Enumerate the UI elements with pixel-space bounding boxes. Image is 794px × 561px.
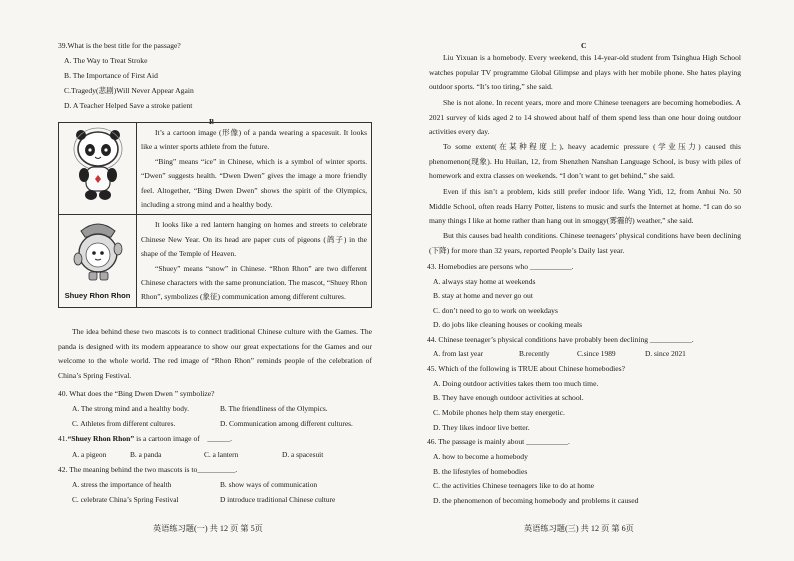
q42-option-d: D introduce traditional Chinese culture — [220, 495, 336, 504]
q42-option-b: B. show ways of communication — [220, 480, 318, 489]
q44-option-c: C.since 1989 — [577, 349, 616, 358]
q40-stem: 40. What does the “Bing Dwen Dwen ” symbolize? — [58, 389, 215, 398]
shuey-paragraph-2: “Shuey” means “snow” in Chinese. “Rhon Rhon” are two different Chinese characters with the same pronunciation. The mascot, “Shuey Rhon Rhon”, symbolizes (象征) communication among different cultures. — [141, 263, 367, 302]
passage-c-paragraph-2: She is not alone. In recent years, more and more Chinese teenagers are becoming homebodies. A 2021 survey of kids aged 2 to 14 showed about half of them spend less than one hour doing outdoor activities every day. — [429, 98, 741, 137]
q46-option-c: C. the activities Chinese teenagers like to do at home — [433, 481, 595, 490]
bing-paragraph-2: “Bing” means “ice” in Chinese, which is a symbol of winter sports. “Dwen” suggests health. “Dwen Dwen” gives the image a more friendly feel. Altogether, “Bing Dwen Dwen” shows the spirit of the Olympics, including a strong mind and a healthy body. — [141, 156, 367, 210]
q39-option-d: D. A Teacher Helped Save a stroke patient — [64, 101, 193, 110]
shuey-paragraph-1: It looks like a red lantern hanging on homes and streets to celebrate Chinese New Year. On its head are paper cuts of pigeons (鸽子) in the shape of the Temple of Heaven. — [141, 220, 367, 259]
passage-c-paragraph-3: To some extent(在某种程度上), heavy academic pressure (学业压力) caused this phenomenon(现象). Hu Huilan, 12, from Shenzhen Nanshan Language School, is busy with piles of homework and extra classes on weekends. “I don’t want to get behind,” she said. — [429, 142, 741, 181]
bing-paragraph-1: It’s a cartoon image (形像) of a panda wearing a spacesuit. It looks like a winter sports athlete from the future. — [141, 128, 367, 152]
q41-number: 41. — [58, 434, 68, 443]
q39-option-c: C.Tragedy(悲剧)Will Never Appear Again — [64, 86, 194, 95]
q45-option-c: C. Mobile phones help them stay energetic. — [433, 408, 565, 417]
passage-c-paragraph-1: Liu Yixuan is a homebody. Every weekend, this 14-year-old student from Tsinghua High School watches popular TV programme Global Glimpse and plays with her mobile phone. She hates playing outdoor sports. “It’s too tiring,” she said. — [429, 53, 741, 92]
q46-option-d: D. the phenomenon of becoming homebody and problems it caused — [433, 496, 639, 505]
bing-image-cell — [59, 123, 137, 215]
q45-option-a: A. Doing outdoor activities takes them too much time. — [433, 379, 599, 388]
q45-option-b: B. They have enough outdoor activities at school. — [433, 393, 584, 402]
q46-option-b: B. the lifestyles of homebodies — [433, 467, 528, 476]
q46-stem: 46. The passage is mainly about ___________. — [427, 437, 570, 446]
q41-stem — [58, 434, 232, 444]
q39-option-b: B. The Importance of First Aid — [64, 71, 158, 80]
q43-option-c: C. don’t need to go to work on weekdays — [433, 306, 558, 315]
section-c-heading: C — [581, 41, 587, 50]
q41-option-b: B. a panda — [130, 450, 162, 459]
q40-option-a: A. The strong mind and a healthy body. — [72, 404, 189, 413]
q46-option-a: A. how to become a homebody — [433, 452, 528, 461]
shuey-caption: Shuey Rhon Rhon — [64, 291, 131, 301]
passage-c-paragraph-5: But this causes bad health conditions. Chinese teenagers’ physical conditions have been declining (下降) for more than 32 years, reported People’s Daily last year. — [429, 231, 741, 255]
left-page-footer: 英语练习题(一) 共 12 页 第 5页 — [153, 524, 263, 533]
q41-option-c: C. a lantern — [204, 450, 239, 459]
bing-description — [137, 123, 372, 215]
q41-stem-rest: is a cartoon image of — [134, 434, 200, 443]
q40-option-c: C. Athletes from different cultures. — [72, 419, 176, 428]
q43-stem: 43. Homebodies are persons who ___________. — [427, 262, 574, 271]
closing-paragraph: The idea behind these two mascots is to connect traditional Chinese culture with the Games. The panda is designed with its modern appearance to show our great expectations for the Games and our welcome to the whole world. The red image of “Rhon Rhon” reminds people of the celebration of China’s Spring Festival. — [58, 327, 372, 380]
right-page — [397, 0, 794, 561]
q41-blank: ______. — [207, 434, 233, 443]
q43-option-b: B. stay at home and never go out — [433, 291, 533, 300]
right-page-footer: 英语练习题(三) 共 12 页 第 6页 — [524, 524, 634, 533]
q39-stem: 39.What is the best title for the passage? — [58, 41, 181, 50]
q42-option-a: A. stress the importance of health — [72, 480, 172, 489]
shuey-image-cell — [59, 215, 137, 307]
shuey-description — [137, 215, 372, 307]
section-b-heading: B — [209, 117, 215, 126]
q41-option-d: D. a spacesuit — [282, 450, 324, 459]
q44-stem: 44. Chinese teenager’s physical conditions have probably been declining ___________. — [427, 335, 694, 344]
mascot-table — [58, 122, 372, 308]
q44-option-d: D. since 2021 — [645, 349, 686, 358]
q41-option-a: A. a pigeon — [72, 450, 107, 459]
q39-option-a: A. The Way to Treat Stroke — [64, 56, 148, 65]
q43-option-d: D. do jobs like cleaning houses or cooking meals — [433, 320, 583, 329]
q44-option-a: A. from last year — [433, 349, 484, 358]
shuey-rhon-rhon-image — [67, 219, 129, 289]
q40-option-b: B. The friendliness of the Olympics. — [220, 404, 328, 413]
q40-option-d: D. Communication among different cultures. — [220, 419, 353, 428]
q41-bold-name: “Shuey Rhon Rhon” — [67, 434, 135, 443]
q42-option-c: C. celebrate China’s Spring Festival — [72, 495, 179, 504]
q44-option-b: B.recently — [519, 349, 550, 358]
q45-option-d: D. They likes indoor live better. — [433, 423, 530, 432]
bing-dwen-dwen-image — [68, 123, 128, 205]
q42-stem: 42. The meaning behind the two mascots is to__________. — [58, 465, 238, 474]
q43-option-a: A. always stay home at weekends — [433, 277, 536, 286]
q45-stem: 45. Which of the following is TRUE about Chinese homebodies? — [427, 364, 625, 373]
passage-c-paragraph-4: Even if this isn’t a problem, kids still prefer indoor life. Wang Yidi, 12, from Anhui No. 50 Middle School, often reads Harry Potter, listens to music and surfs the Internet at home. “I can do so many things I like at home rather than hang out in smoggy(雾霾的) weather,” she said. — [429, 187, 741, 226]
